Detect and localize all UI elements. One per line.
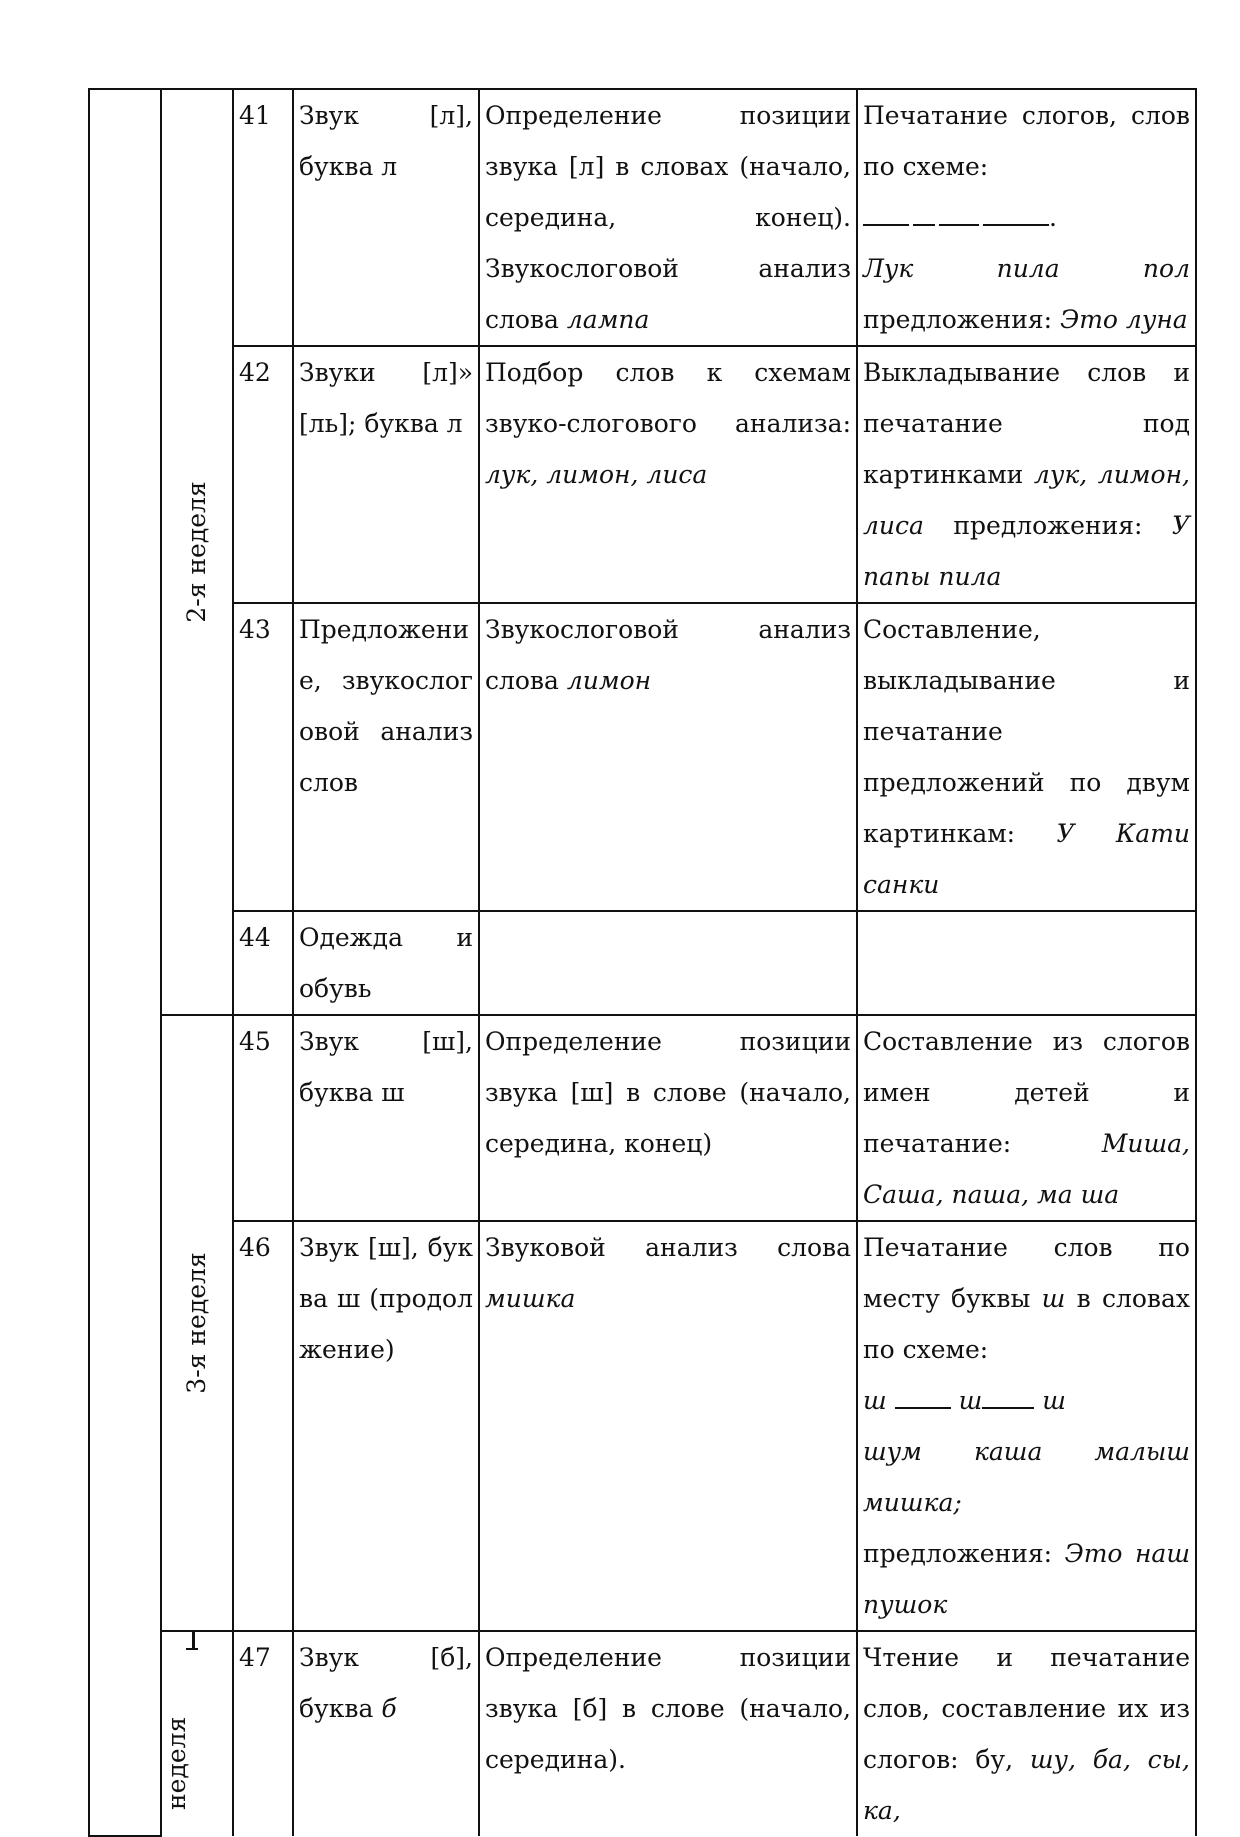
week-cell-2 <box>161 89 233 1015</box>
lesson-number: 44 <box>233 911 293 1015</box>
lesson-number: 45 <box>233 1015 293 1221</box>
lesson-topic: Звуки [л]» [ль]; буква л <box>293 346 479 603</box>
lesson-printing: Печатание слов по месту буквы ш в словах по схеме: ш ш ш шум каша малыш мишка; предложения: Это наш пушок <box>857 1221 1196 1631</box>
month-cell <box>89 89 161 1836</box>
table-row <box>89 1221 1196 1631</box>
table-row <box>89 346 1196 603</box>
lesson-work: Звукослоговой анализ слова лимон <box>479 603 857 911</box>
lesson-topic: Звук [б], буква б <box>293 1631 479 1836</box>
lesson-work: Звуковой анализ слова мишка <box>479 1221 857 1631</box>
table-row <box>89 89 1196 346</box>
lesson-number: 41 <box>233 89 293 346</box>
lesson-work: Определение позиции звука [л] в словах (начало, середина, конец). Звукослоговой анализ слова лампа <box>479 89 857 346</box>
lesson-number: 43 <box>233 603 293 911</box>
lesson-printing: Печатание слогов, слов по схеме: . Лук пила пол предложения: Это луна <box>857 89 1196 346</box>
week-label: 2-я неделя <box>182 481 211 623</box>
lesson-number: 47 <box>233 1631 293 1836</box>
week-cell-3 <box>161 1015 233 1631</box>
lesson-work: Определение позиции звука [ш] в слове (начало, середина, конец) <box>479 1015 857 1221</box>
lesson-plan-table <box>88 88 1197 1837</box>
lesson-topic: Предложение, звукослоговой анализ слов <box>293 603 479 911</box>
letter-scheme: . <box>863 192 1190 243</box>
table-row <box>89 603 1196 911</box>
lesson-printing: Составление из слогов имен детей и печатание: Миша, Саша, паша, ма ша <box>857 1015 1196 1221</box>
lesson-topic: Звук [ш], буква ш <box>293 1015 479 1221</box>
lesson-work: Определение позиции звука [б] в слове (начало, середина). <box>479 1631 857 1836</box>
cropped-text-fragment <box>186 1632 206 1654</box>
lesson-topic: Звук [л], буква л <box>293 89 479 346</box>
table-row <box>89 1015 1196 1221</box>
lesson-number: 42 <box>233 346 293 603</box>
table-row <box>89 911 1196 1015</box>
lesson-work <box>479 911 857 1015</box>
week-label: неделя <box>162 1716 191 1810</box>
lesson-topic: Звук [ш], буква ш (продолжение) <box>293 1221 479 1631</box>
lesson-printing: Составление, выкладывание и печатание предложений по двум картинкам: У Кати санки <box>857 603 1196 911</box>
lesson-topic: Одежда и обувь <box>293 911 479 1015</box>
week-label: 3-я неделя <box>182 1252 211 1394</box>
lesson-printing: Чтение и печатание слов, составление их из слогов: бу, шу, ба, сы, ка, <box>857 1631 1196 1836</box>
lesson-work: Подбор слов к схемам звуко-слогового анализа: лук, лимон, лиса <box>479 346 857 603</box>
table-row <box>89 1631 1196 1836</box>
lesson-printing: Выкладывание слов и печатание под картинками лук, лимон, лиса предложения: У папы пила <box>857 346 1196 603</box>
lesson-printing <box>857 911 1196 1015</box>
lesson-number: 46 <box>233 1221 293 1631</box>
week-cell-4 <box>161 1631 233 1836</box>
letter-scheme: ш ш ш <box>863 1386 1066 1415</box>
